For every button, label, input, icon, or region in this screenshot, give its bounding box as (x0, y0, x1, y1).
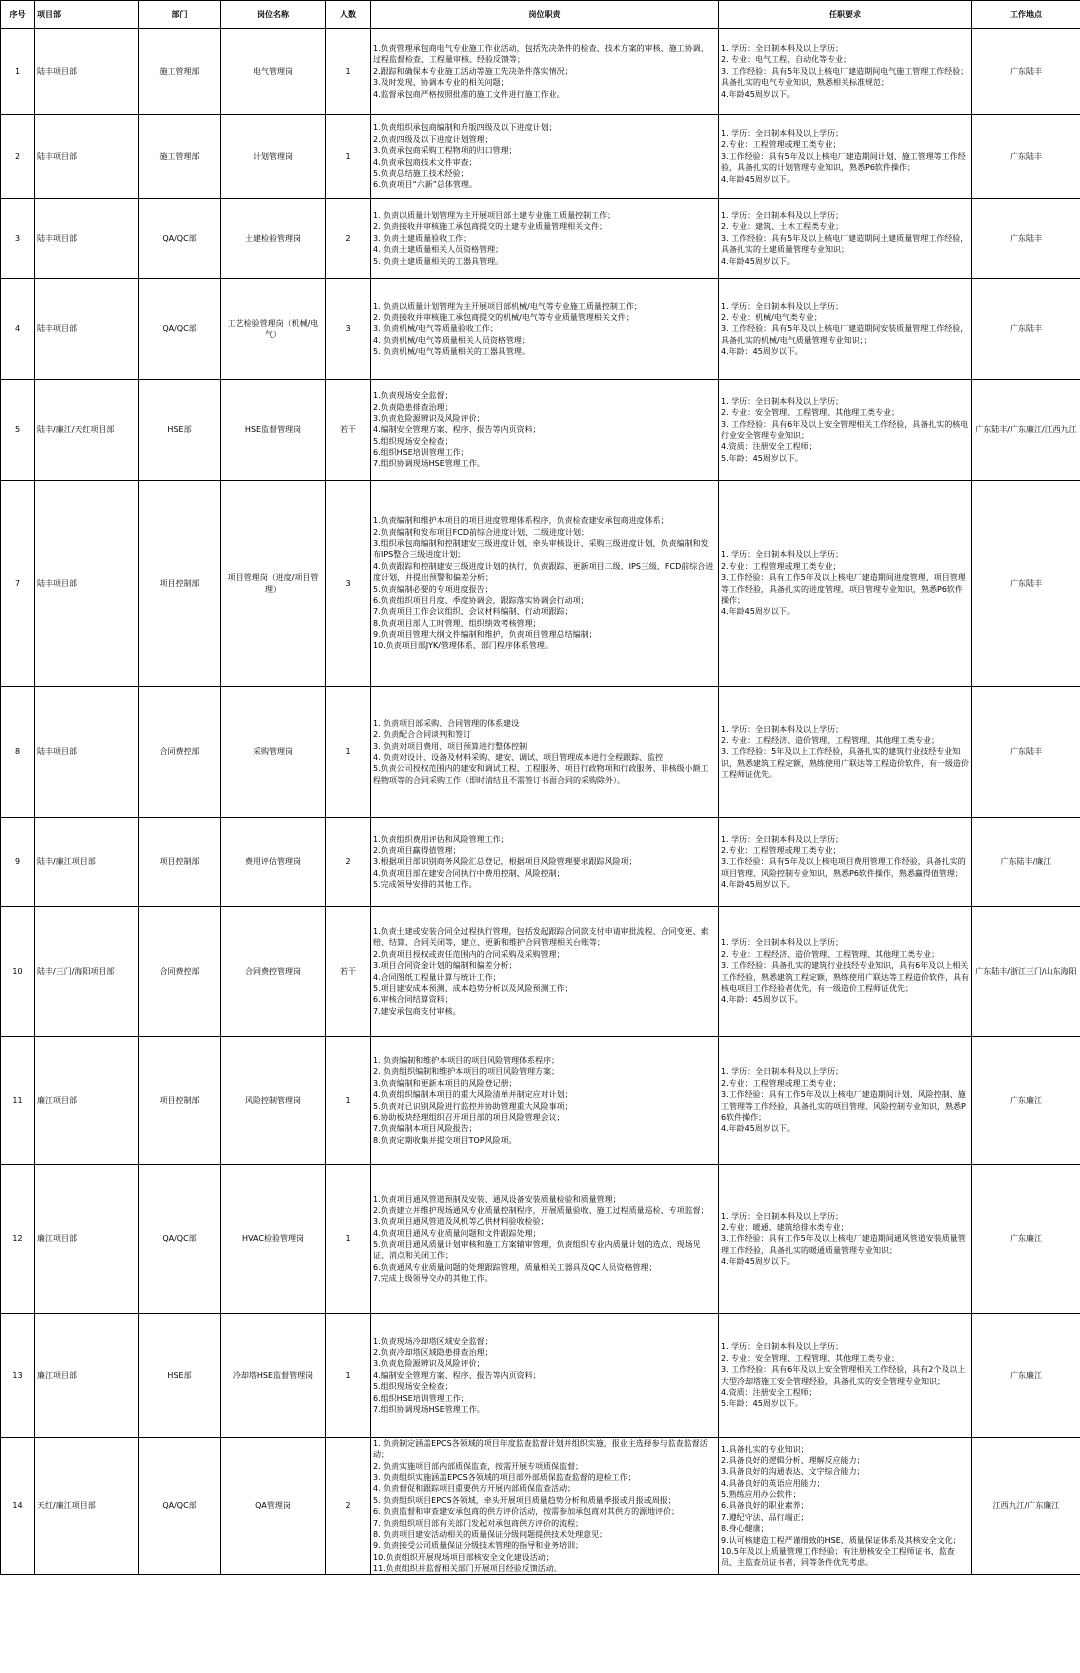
cell-title: 冷却塔HSE监督管理岗 (221, 1314, 326, 1438)
duty-line: 5.组织现场安全检查； (373, 436, 453, 446)
requirement-line: 6.具备良好的职业素养； (721, 1501, 809, 1511)
cell-seq: 3 (1, 199, 35, 279)
duty-line: 3. 负责土建质量验收工作； (373, 233, 472, 243)
cell-location: 广东陆丰/广东廉江/江西九江 (972, 380, 1080, 481)
duty-line: 4.负责项目部在建安合同执行中费用控制、风险控制； (373, 868, 565, 878)
cell-location: 江西九江/广东廉江 (972, 1438, 1080, 1575)
duty-line: 2.负责项目赢得值管理； (373, 845, 461, 855)
table-row (1, 199, 1080, 279)
cell-duties (371, 481, 719, 687)
cell-title: 风险控制管理岗 (221, 1037, 326, 1165)
cell-project: 天红/廉江项目部 (35, 1438, 139, 1575)
cell-requirements (719, 687, 972, 818)
requirement-line: 2. 专业：安全管理、工程管理、其他理工类专业； (721, 1353, 900, 1363)
duty-line: 3. 负责机械/电气等质量验收工作； (373, 324, 498, 334)
cell-requirements (719, 1314, 972, 1438)
cell-department: QA/QC部 (139, 279, 221, 380)
duty-line: 4. 负责对设计、设备及材料采购、建安、调试、项目管理成本进行全程跟踪、监控 (373, 753, 664, 762)
cell-location: 广东陆丰/廉江 (972, 818, 1080, 907)
requirement-line: 3. 工作经验：5年及以上工作经验，具备扎实的建筑行业技经专业知识，熟悉建筑工程定额，熟练使用广联达等工程造价软件，有一级造价工程师证优先。 (721, 747, 969, 780)
cell-title: 计划管理岗 (221, 115, 326, 199)
cell-project: 陆丰/三门/海阳项目部 (35, 907, 139, 1037)
cell-location: 广东陆丰 (972, 29, 1080, 115)
duty-line: 4. 负责机械/电气等质量相关人员资格管理； (373, 335, 530, 345)
duty-line: 1.负责现场安全监督； (373, 391, 453, 401)
duty-line: 4. 负责土建质量相关人员资格管理； (373, 245, 504, 255)
table-body (1, 29, 1080, 1575)
requirement-line: 1. 学历：全日制本科及以上学历； (721, 550, 844, 560)
duty-line: 2. 负责接收并审核施工承包商提交的机械/电气等专业质量管理相关文件； (373, 312, 634, 322)
cell-requirements (719, 1037, 972, 1165)
cell-requirements (719, 1438, 972, 1575)
requirement-line: 1. 学历：全日制本科及以上学历； (721, 1067, 844, 1077)
requirement-line: 3. 工作经验：具有5年及以上核电厂建造期间土建质量管理工作经验，具备扎实的土建质量管理专业知识； (721, 233, 969, 255)
duty-line: 6.负责组织项目月度、季度协调会，跟踪落实协调会行动项； (373, 595, 589, 605)
duty-line: 3.负责项目通风管道及风机等乙供材料验收检验； (373, 1217, 549, 1227)
cell-seq: 2 (1, 115, 35, 199)
duty-line: 9. 负责接受公司质量保证分级技术管理的指导和业务培训； (373, 1541, 584, 1551)
duty-line: 4.合同图纸工程量计算与统计工作； (373, 972, 501, 982)
cell-count: 1 (326, 1314, 371, 1438)
duty-line: 1. 负责以质量计划管理为主开展项目部机械/电气等专业施工质量控制工作； (373, 301, 642, 311)
duty-line: 5.项目建安成本预测、成本趋势分析以及风险预测工作； (373, 983, 573, 993)
requirement-line: 1. 学历：全日制本科及以上学历； (721, 938, 844, 948)
header-duties: 岗位职责 (371, 1, 719, 29)
cell-seq: 7 (1, 481, 35, 687)
cell-department: 施工管理部 (139, 29, 221, 115)
duty-line: 6.审核合同结算资料； (373, 995, 453, 1005)
duty-line: 7.组织协调现场HSE管理工作。 (373, 459, 485, 469)
cell-requirements (719, 481, 972, 687)
table-row (1, 1037, 1080, 1165)
duty-line: 3.及时发现、协调本专业的相关问题； (373, 78, 509, 88)
cell-department: 项目控制部 (139, 818, 221, 907)
requirement-line: 10.5年及以上质量管理工作经验；有注册核安全工程师证书、监查员、主监查员证书者，同等条件优先考虑。 (721, 1546, 955, 1568)
cell-count: 2 (326, 1438, 371, 1575)
cell-count: 1 (326, 687, 371, 818)
duty-line: 1. 负责项目部采购、合同管理的体系建设 (373, 718, 520, 728)
requirement-line: 4.年龄45周岁以下。 (721, 1257, 795, 1267)
cell-location: 广东陆丰/浙江三门/山东海阳 (972, 907, 1080, 1037)
requirement-line: 1. 学历：全日制本科及以上学历； (721, 834, 844, 844)
cell-title: 电气管理岗 (221, 29, 326, 115)
requirement-line: 4.年龄45周岁以下。 (721, 89, 795, 99)
cell-requirements (719, 1165, 972, 1314)
requirement-line: 4.年龄45周岁以下。 (721, 607, 795, 617)
cell-duties (371, 1438, 719, 1575)
duty-line: 5. 负责机械/电气等质量相关的工器具管理。 (373, 347, 530, 357)
requirement-line: 5.熟练应用办公软件； (721, 1490, 801, 1500)
cell-title: HSE监督管理岗 (221, 380, 326, 481)
requirement-line: 3. 工作经验：具有5年及以上核电厂建造期间电气施工管理工作经验；具备扎实的电气专业知识，熟悉相关标准规范； (721, 66, 969, 88)
requirement-line: 1. 学历：全日制本科及以上学历； (721, 724, 844, 734)
cell-requirements (719, 29, 972, 115)
cell-department: QA/QC部 (139, 1165, 221, 1314)
cell-requirements (719, 907, 972, 1037)
cell-project: 陆丰项目部 (35, 29, 139, 115)
duty-line: 1.负责管理承包商电气专业施工作业活动，包括先决条件的检查、技术方案的审核、施工协调、过程监督检查、工程量审核、经验反馈等； (373, 44, 709, 65)
requirement-line: 2. 专业：机械/电气类专业； (721, 312, 822, 322)
cell-count: 1 (326, 1037, 371, 1165)
cell-department: 合同费控部 (139, 687, 221, 818)
cell-seq: 13 (1, 1314, 35, 1438)
requirement-line: 4.年龄：45周岁以下。 (721, 347, 803, 357)
requirement-line: 3.工作经验：具有5年及以上核电厂建造期间计划、施工管理等工作经验，具备扎实的计划管理专业知识，熟悉P6软件操作； (721, 151, 966, 173)
table-row (1, 1438, 1080, 1575)
cell-seq: 11 (1, 1037, 35, 1165)
cell-seq: 5 (1, 380, 35, 481)
duty-line: 10.负责组织开展现场项目部核安全文化建设活动； (373, 1552, 554, 1562)
table-row (1, 380, 1080, 481)
cell-title: 采购管理岗 (221, 687, 326, 818)
duty-line: 2.负责编制和发布项目FCD前综合进度计划、二级进度计划； (373, 527, 589, 537)
duty-line: 4.负责跟踪和控制建安三级进度计划的执行，负责跟踪、更新项目二级、IPS三级、FCD前综合进度计划，并提出预警和偏差分析； (373, 561, 714, 583)
cell-requirements (719, 380, 972, 481)
header-location: 工作地点 (972, 1, 1080, 29)
cell-location: 广东陆丰 (972, 199, 1080, 279)
header-count: 人数 (326, 1, 371, 29)
requirement-line: 3.工作经验：具有工作5年及以上核电厂建造期间计划、风险控制、施工管理等工作经验，具备扎实的项目管理、风险控制专业知识，熟悉P6软件操作； (721, 1090, 966, 1122)
duty-line: 4. 负责督促和跟踪项目重要供方开展内部质保监查活动； (373, 1484, 576, 1494)
requirement-line: 2. 专业：工程经济、造价管理、工程管理、其他理工类专业； (721, 735, 940, 745)
duty-line: 2. 负责组织编制和维护本项目的项目风险管理方案； (373, 1067, 560, 1077)
requirement-line: 2. 专业：安全管理、工程管理、其他理工类专业； (721, 408, 900, 418)
duty-line: 6.负责项目“六新”总体管理。 (373, 180, 477, 190)
cell-project: 陆丰项目部 (35, 481, 139, 687)
duty-line: 6.组织HSE培训管理工作； (373, 448, 469, 458)
cell-duties (371, 687, 719, 818)
duty-line: 7.建安承包商支付审核。 (373, 1006, 461, 1016)
duty-line: 5.负责总结施工技术经验； (373, 168, 469, 178)
cell-duties (371, 1037, 719, 1165)
requirement-line: 2. 专业：工程经济、造价管理、工程管理、其他理工类专业； (721, 949, 940, 959)
requirement-line: 4.年龄45周岁以下。 (721, 880, 795, 890)
requirement-line: 2. 专业：电气工程、自动化等专业； (721, 55, 852, 65)
duty-line: 2.负责隐患排查治理； (373, 402, 453, 412)
duty-line: 1.负责项目通风管道预制及安装、通风设备安装质量检验和质量管理； (373, 1194, 621, 1204)
cell-department: 合同费控部 (139, 907, 221, 1037)
cell-location: 广东陆丰 (972, 687, 1080, 818)
cell-requirements (719, 818, 972, 907)
duty-line: 3. 负责对项目费用、项目预算进行整体控制 (373, 741, 528, 751)
cell-seq: 14 (1, 1438, 35, 1575)
duty-line: 2. 负责接收并审核施工承包商提交的土建专业质量管理相关文件； (373, 222, 608, 232)
cell-count: 2 (326, 818, 371, 907)
requirement-line: 4.年龄：45周岁以下。 (721, 995, 803, 1005)
duty-line: 4.负责组织编制本项目的重大风险清单并制定应对计划； (373, 1090, 573, 1100)
requirement-line: 2.专业：暖通、建筑给排水类专业； (721, 1222, 849, 1232)
requirement-line: 5.年龄：45周岁以下。 (721, 1399, 803, 1409)
duty-line: 2. 负责实施项目部内部质保监查，按需开展专项质保监督； (373, 1461, 584, 1471)
cell-location: 广东陆丰 (972, 115, 1080, 199)
requirement-line: 3. 工作经验：具有5年及以上核电厂建造期间安装质量管理工作经验，具备扎实的机械/电气质量管理专业知识；； (721, 324, 969, 345)
cell-location: 广东廉江 (972, 1037, 1080, 1165)
cell-project: 陆丰项目部 (35, 115, 139, 199)
requirement-line: 2.专业：工程管理或理工类专业； (721, 561, 841, 571)
duty-line: 8. 负责项目建安活动相关的质量保证分级问题提供技术处理意见； (373, 1529, 608, 1539)
requirement-line: 1. 学历：全日制本科及以上学历； (721, 129, 844, 139)
cell-department: QA/QC部 (139, 199, 221, 279)
table-row (1, 481, 1080, 687)
cell-title: 合同费控管理岗 (221, 907, 326, 1037)
cell-project: 陆丰/廉江项目部 (35, 818, 139, 907)
duty-line: 4.监督承包商严格按照批准的施工文件进行施工作业。 (373, 89, 565, 99)
duty-line: 3.负责承包商采购工程物项的归口管理； (373, 146, 517, 156)
cell-department: HSE部 (139, 1314, 221, 1438)
requirement-line: 1. 学历：全日制本科及以上学历； (721, 1211, 844, 1221)
duty-line: 1.负责土建或安装合同全过程执行管理，包括发起跟踪合同款支付申请审批流程、合同变更、索赔、结算、合同关闭等，建立、更新和维护合同管理相关台账等； (373, 927, 709, 948)
cell-project: 陆丰项目部 (35, 687, 139, 818)
cell-location: 广东陆丰 (972, 481, 1080, 687)
duty-line: 9.负责项目管理大纲文件编制和维护，负责项目管理总结编制； (373, 629, 597, 639)
duty-line: 7. 负责组织项目部有关部门发起对承包商供方评价的流程； (373, 1518, 584, 1528)
cell-title: HVAC检验管理岗 (221, 1165, 326, 1314)
cell-duties (371, 380, 719, 481)
table-row (1, 115, 1080, 199)
requirement-line: 2.具备良好的逻辑分析、理解反应能力； (721, 1456, 865, 1466)
duty-line: 6.组织HSE培训管理工作； (373, 1393, 469, 1403)
cell-count: 1 (326, 115, 371, 199)
duty-line: 10.负责项目部JYK/管理体系、部门程序体系管理。 (373, 641, 553, 651)
duty-line: 5.负责对已识别风险进行监控并协助管理重大风险事项； (373, 1101, 573, 1111)
duty-line: 3. 负责组织实施涵盖EPCS各领域的项目部外部质保监查监督的迎检工作； (373, 1473, 636, 1483)
duty-line: 2.负责建立并维护现场通风专业质量控制程序，开展质量验收、施工过程质量巡检、专项监督； (373, 1205, 709, 1215)
cell-duties (371, 1165, 719, 1314)
duty-line: 5.完成领导安排的其他工作。 (373, 880, 477, 890)
duty-line: 2. 负责配合合同谈判和签订 (373, 730, 472, 740)
duty-line: 5.负责项目通风质量计划审核和施工方案辅审管理，负责组织专业内质量计划的选点、现场见证、消点和关闭工作； (373, 1240, 701, 1261)
duty-line: 1.负责组织费用评估和风险管理工作； (373, 834, 509, 844)
cell-duties (371, 818, 719, 907)
cell-title: 费用评估管理岗 (221, 818, 326, 907)
cell-department: 项目控制部 (139, 1037, 221, 1165)
table-row (1, 818, 1080, 907)
cell-count: 若干 (326, 907, 371, 1037)
duty-line: 5. 负责组织项目EPCS各领域，牵头开展项目质量趋势分析和质量季报或月报或周报； (373, 1495, 676, 1505)
cell-seq: 8 (1, 687, 35, 818)
duty-line: 5. 负责土建质量相关的工器具管理。 (373, 256, 504, 266)
cell-project: 廉江项目部 (35, 1165, 139, 1314)
cell-title: 土建检验管理岗 (221, 199, 326, 279)
cell-count: 1 (326, 1165, 371, 1314)
cell-duties (371, 29, 719, 115)
requirement-line: 3.工作经验：具有工作5年及以上核电厂建造期间进度管理、项目管理等工作经验，具备扎实的进度管理、项目管理专业知识，熟悉P6软件操作； (721, 573, 966, 605)
requirement-line: 9.认可核建造工程严谨细致的HSE、质量保证体系及其核安全文化； (721, 1535, 961, 1545)
duty-line: 1.负责现场冷却塔区域安全监督； (373, 1336, 493, 1346)
cell-duties (371, 1314, 719, 1438)
duty-line: 2.负责项目授权或责任范围内的合同采购及采购管理； (373, 949, 565, 959)
cell-department: QA/QC部 (139, 1438, 221, 1575)
requirement-line: 3.工作经验：具有5年及以上核电项目费用管理工作经验，具备扎实的项目管理、风险控制专业知识，熟悉P6软件操作，熟悉赢得值管理； (721, 857, 966, 878)
cell-seq: 10 (1, 907, 35, 1037)
requirement-line: 1.具备扎实的专业知识； (721, 1444, 809, 1454)
requirement-line: 4.资质：注册安全工程师； (721, 442, 817, 452)
table-row (1, 1165, 1080, 1314)
cell-duties (371, 279, 719, 380)
duty-line: 1.负责组织承包商编制和升版四级及以下进度计划； (373, 123, 557, 133)
duty-line: 3.组织承包商编制和控制建安三级进度计划，牵头审核设计、采购三级进度计划，负责编制和发布IPS整合三级进度计划； (373, 539, 709, 560)
cell-department: 项目控制部 (139, 481, 221, 687)
duty-line: 8.负责定期收集并提交项目TOP风险项。 (373, 1135, 517, 1145)
cell-project: 陆丰/廉江/天红项目部 (35, 380, 139, 481)
cell-location: 广东陆丰 (972, 279, 1080, 380)
cell-location: 广东廉江 (972, 1314, 1080, 1438)
requirement-line: 1. 学历：全日制本科及以上学历； (721, 211, 844, 221)
cell-count: 若干 (326, 380, 371, 481)
cell-project: 陆丰项目部 (35, 279, 139, 380)
requirement-line: 2. 专业：建筑、土木工程类专业； (721, 222, 844, 232)
duty-line: 1. 负责制定涵盖EPCS各领域的项目年度监查监督计划并组织实施，报业主选择参与监查监督活动； (373, 1439, 708, 1460)
requirement-line: 3. 工作经验：具有6年及以上安全管理相关工作经验，具备扎实的核电行业安全管理专业知识； (721, 419, 969, 440)
duty-line: 1. 负责编制和维护本项目的项目风险管理体系程序； (373, 1056, 560, 1066)
requirement-line: 1. 学历：全日制本科及以上学历； (721, 396, 844, 406)
duty-line: 1.负责编制和维护本项目的项目进度管理体系程序，负责检查建安承包商进度体系； (373, 516, 669, 526)
duty-line: 2.跟踪和确保本专业施工活动等施工先决条件落实情况； (373, 66, 573, 76)
duty-line: 4.负责项目通风专业质量问题和文件跟踪处理； (373, 1228, 541, 1238)
cell-requirements (719, 115, 972, 199)
header-department: 部门 (139, 1, 221, 29)
requirement-line: 5.年龄：45周岁以下。 (721, 453, 803, 463)
duty-line: 7.负责项目工作会议组织、会议材料编制、行动项跟踪； (373, 607, 573, 617)
cell-department: HSE部 (139, 380, 221, 481)
duty-line: 6. 负责监督和审查建安承包商的供方评价活动，按需参加承包商对其供方的源地评价； (373, 1507, 680, 1517)
requirement-line: 4.资质：注册安全工程师； (721, 1387, 817, 1397)
requirement-line: 4.年龄45周岁以下。 (721, 1124, 795, 1134)
cell-project: 廉江项目部 (35, 1037, 139, 1165)
duty-line: 4.编制安全管理方案、程序、报告等内页资料； (373, 425, 541, 435)
header-row (1, 1, 1080, 29)
cell-seq: 12 (1, 1165, 35, 1314)
requirement-line: 1. 学历：全日制本科及以上学历； (721, 44, 844, 54)
duty-line: 3.项目合同资金计划的编制和偏差分析； (373, 961, 517, 971)
cell-count: 1 (326, 29, 371, 115)
cell-seq: 4 (1, 279, 35, 380)
cell-project: 廉江项目部 (35, 1314, 139, 1438)
table-row (1, 29, 1080, 115)
requirement-line: 2.专业：工程管理或理工类专业； (721, 845, 841, 855)
duty-line: 6.负责通风专业质量问题的处理跟踪管理，质量相关工器具及QC人员资格管理； (373, 1262, 657, 1272)
cell-title: 项目管理岗（进度/项目管理） (221, 481, 326, 687)
cell-project: 陆丰项目部 (35, 199, 139, 279)
cell-title: 工艺检验管理岗（机械/电气） (221, 279, 326, 380)
requirement-line: 4.年龄45周岁以下。 (721, 256, 795, 266)
cell-duties (371, 907, 719, 1037)
requirement-line: 3. 工作经验：具备扎实的建筑行业技经专业知识，具有6年及以上相关工作经验，熟悉建筑工程定额，熟练使用广联达等工程造价软件，具有核电项目工作经验者优先，有一级造价工程师证优先； (721, 961, 969, 993)
cell-count: 3 (326, 279, 371, 380)
header-title: 岗位名称 (221, 1, 326, 29)
requirement-line: 1. 学历：全日制本科及以上学历； (721, 1342, 844, 1352)
requirement-line: 8.身心健康； (721, 1524, 769, 1534)
header-requirements: 任职要求 (719, 1, 972, 29)
table-row (1, 1314, 1080, 1438)
cell-count: 2 (326, 199, 371, 279)
duty-line: 4.负责承包商技术文件审查； (373, 157, 477, 167)
cell-seq: 1 (1, 29, 35, 115)
duty-line: 3.根据项目部识别商务风险汇总登记，根据项目风险管理要求跟踪风险项； (373, 857, 637, 867)
duty-line: 3.负责编制和更新本项目的风险登记册； (373, 1078, 517, 1088)
requirement-line: 4.具备良好的英语应用能力； (721, 1478, 825, 1488)
requirement-line: 3.工作经验：具有工作5年及以上核电厂建造期间通风管道安装质量管理工作经验，具备扎实的暖通质量管理专业知识； (721, 1234, 966, 1255)
duty-line: 2.负责冷却塔区域隐患排查治理； (373, 1348, 493, 1358)
cell-title: QA管理岗 (221, 1438, 326, 1575)
requirement-line: 2.专业：工程管理或理工类专业； (721, 140, 841, 150)
cell-requirements (719, 279, 972, 380)
cell-count: 3 (326, 481, 371, 687)
cell-duties (371, 115, 719, 199)
header-seq: 序号 (1, 1, 35, 29)
duty-line: 3.负责危险源辨识及风险评价； (373, 1359, 485, 1369)
cell-duties (371, 199, 719, 279)
requirement-line: 1. 学历：全日制本科及以上学历； (721, 301, 844, 311)
duty-line: 5.负责编制必要的专项进度报告； (373, 584, 493, 594)
cell-department: 施工管理部 (139, 115, 221, 199)
duty-line: 7.完成上级领导交办的其他工作。 (373, 1274, 493, 1284)
duty-line: 1. 负责以质量计划管理为主开展项目部土建专业施工质量控制工作； (373, 211, 616, 221)
requirement-line: 2.专业：工程管理或理工类专业； (721, 1078, 841, 1088)
table-row (1, 279, 1080, 380)
header-project: 项目部 (35, 1, 139, 29)
duty-line: 8.负责项目部人工时管理、组织绩效考核管理； (373, 618, 541, 628)
requirement-line: 3. 工作经验：具有6年及以上安全管理相关工作经验，具有2个及以上大型冷却塔施工安全管理经验，具备扎实的安全管理专业知识； (721, 1365, 966, 1386)
duty-line: 7.组织协调现场HSE管理工作。 (373, 1404, 485, 1414)
requirement-line: 3.具备良好的沟通表达、文字综合能力； (721, 1467, 865, 1477)
duty-line: 11.负责组织并监督相关部门开展项目经验反馈活动。 (373, 1563, 562, 1573)
requirement-line: 7.遵纪守法、品行端正； (721, 1512, 809, 1522)
duty-line: 2.负责四级及以下进度计划管理； (373, 134, 493, 144)
cell-location: 广东廉江 (972, 1165, 1080, 1314)
requirement-line: 4.年龄45周岁以下。 (721, 174, 795, 184)
cell-seq: 9 (1, 818, 35, 907)
table-row (1, 907, 1080, 1037)
cell-requirements (719, 199, 972, 279)
duty-line: 4.编制安全管理方案、程序、报告等内页资料； (373, 1370, 541, 1380)
duty-line: 5.组织现场安全检查； (373, 1382, 453, 1392)
duty-line: 5.负责公司授权范围内的建安和调试工程、工程服务、项目行政物项和行政服务、非核级小额工程物项等的合同采购工作（即时清结且不需签订书面合同的采购除外）。 (373, 764, 709, 785)
table-row (1, 687, 1080, 818)
duty-line: 6.协助板块经理组织召开项目部的项目风险管理会议； (373, 1112, 565, 1122)
duty-line: 3.负责危险源辨识及风险评价； (373, 413, 485, 423)
duty-line: 7.负责编制本项目风险报告； (373, 1124, 477, 1134)
